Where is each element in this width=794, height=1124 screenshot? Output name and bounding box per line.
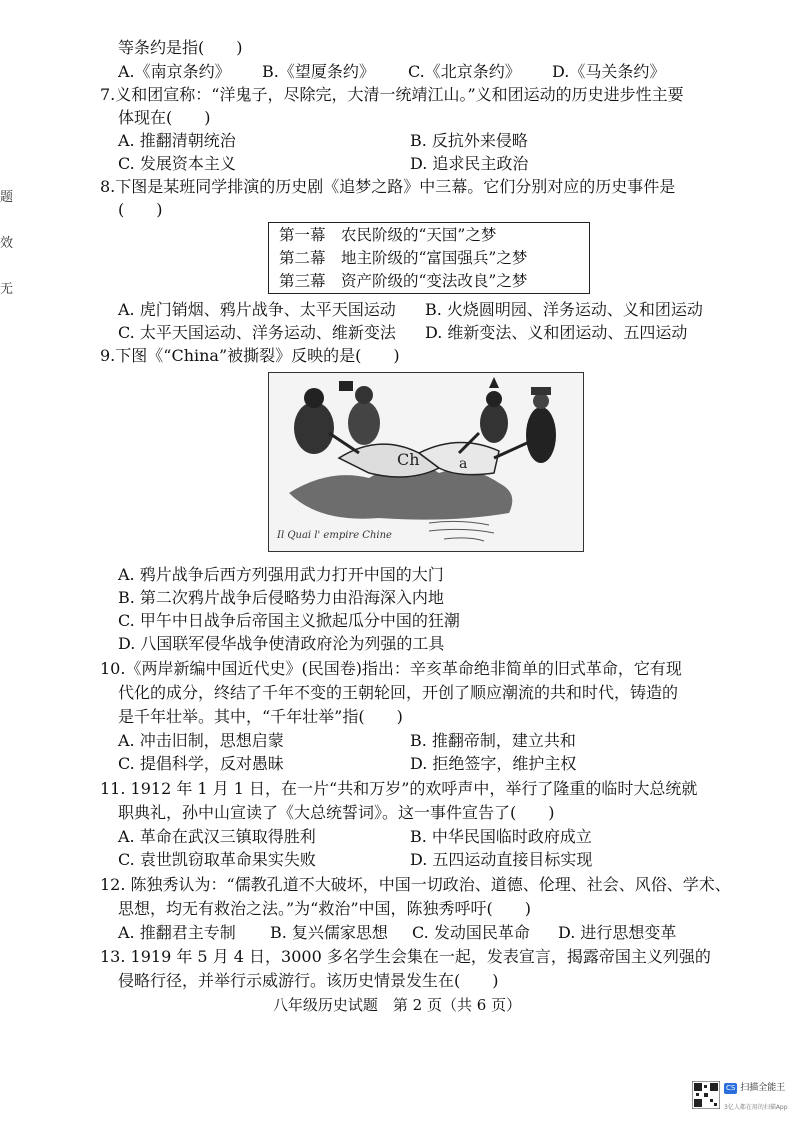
act-1: 第一幕 农民阶级的“天国”之梦 [279,226,497,244]
option-b: B. 复兴儒家思想 [270,923,388,942]
option-a: A. 革命在武汉三镇取得胜利 [118,827,316,846]
option-d: D. 维新变法、义和团运动、五四运动 [425,323,688,342]
svg-text:Ch: Ch [397,450,420,469]
margin-mark: 效 [0,236,14,251]
option-a: A. 虎门销烟、鸦片战争、太平天国运动 [118,300,396,319]
option-b: B. 第二次鸦片战争后侵略势力由沿海深入内地 [118,588,444,607]
question-stem: 8.下图是某班同学排演的历史剧《追梦之路》中三幕。它们分别对应的历史事件是 [100,177,676,196]
option-c: C. 袁世凯窃取革命果实失败 [118,850,316,869]
question-stem: 等条约是指( ) [118,38,243,57]
question-stem: 11. 1912 年 1 月 1 日，在一片“共和万岁”的欢呼声中，举行了隆重的临时大总统就 [100,779,698,798]
option-b: B.《望厦条约》 [262,62,375,81]
question-stem: 12. 陈独秀认为：“儒教孔道不大破坏，中国一切政治、道德、伦理、社会、风俗、学术、 [100,875,731,894]
option-c: C. 太平天国运动、洋务运动、维新变法 [118,323,396,342]
question-stem-cont: 思想，均无有救治之法。”为“救治”中国，陈独秀呼吁( ) [118,899,532,918]
margin-mark: 无 [0,282,14,297]
scanner-watermark [692,1081,788,1113]
margin-mark: 题 [0,190,14,205]
option-a: A. 推翻君主专制 [118,923,236,942]
option-a: A. 冲击旧制，思想启蒙 [118,731,284,750]
question-stem: 7.义和团宣称：“洋鬼子，尽除完，大清一统靖江山。”义和团运动的历史进步性主要 [100,85,684,104]
option-c: C. 提倡科学，反对愚昧 [118,754,284,773]
option-a: A.《南京条约》 [118,62,231,81]
option-c: C.《北京条约》 [408,62,521,81]
option-c: C. 甲午中日战争后帝国主义掀起瓜分中国的狂潮 [118,611,460,630]
option-b: B. 火烧圆明园、洋务运动、义和团运动 [425,300,703,319]
option-d: D. 八国联军侵华战争使清政府沦为列强的工具 [118,634,445,653]
option-b: B. 反抗外来侵略 [410,131,528,150]
scanner-tagline: 3亿人都在用的扫描App [724,1104,788,1111]
option-a: A. 推翻清朝统治 [118,131,236,150]
play-acts-box [268,222,590,294]
question-stem-cont: 职典礼，孙中山宣读了《大总统誓词》。这一事件宣告了( ) [118,803,555,822]
act-3: 第三幕 资产阶级的“变法改良”之梦 [279,272,528,290]
option-d: D. 五四运动直接目标实现 [410,850,593,869]
cartoon-caption-left: Il Quai l' empire Chine [277,530,392,541]
option-c: C. 发展资本主义 [118,154,236,173]
question-stem: 13. 1919 年 5 月 4 日，3000 多名学生会集在一起，发表宣言，揭露帝国主义列强的 [100,947,711,966]
option-b: B. 推翻帝制，建立共和 [410,731,576,750]
question-stem-cont: ( ) [118,200,163,219]
question-stem-cont: 代化的成分，终结了千年不变的王朝轮回，开创了顺应潮流的共和时代，铸造的 [118,683,679,702]
option-a: A. 鸦片战争后西方列强用武力打开中国的大门 [118,565,444,584]
question-stem-cont: 是千年壮举。其中，“千年壮举”指( ) [118,707,403,726]
question-stem: 9.下图《“China”被撕裂》反映的是( ) [100,346,400,365]
scanner-brand-text: 扫描全能王 [740,1083,786,1093]
qr-code-icon [692,1081,720,1109]
option-d: D. 拒绝签字，维护主权 [410,754,577,773]
option-d: D. 进行思想变革 [558,923,677,942]
act-2: 第二幕 地主阶级的“富国强兵”之梦 [279,249,528,267]
cartoon-illustration [269,373,582,550]
scanner-brand [724,1083,785,1094]
cs-logo-icon: CS [726,1084,736,1092]
option-b: B. 中华民国临时政府成立 [410,827,592,846]
page-footer: 八年级历史试题 第 2 页（共 6 页） [272,996,522,1014]
option-c: C. 发动国民革命 [412,923,530,942]
cartoon-china-torn-apart [268,372,584,552]
question-stem-cont: 体现在( ) [118,108,211,127]
question-stem-cont: 侵略行径，并举行示威游行。该历史情景发生在( ) [118,971,499,990]
question-stem: 10.《两岸新编中国近代史》(民国卷)指出：辛亥革命绝非简单的旧式革命，它有现 [100,659,682,678]
option-d: D.《马关条约》 [552,62,666,81]
svg-text:a: a [459,456,468,472]
option-d: D. 追求民主政治 [410,154,529,173]
